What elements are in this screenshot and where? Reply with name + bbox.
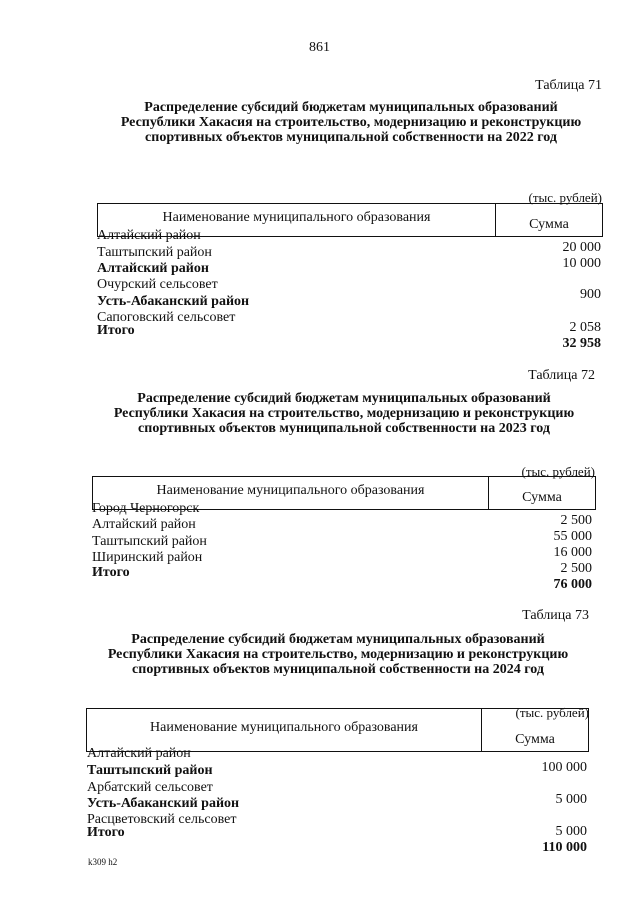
- footer-code: k309 h2: [88, 857, 118, 867]
- table-73-label: Таблица 73: [522, 608, 589, 623]
- title-line: Республики Хакасия на строительство, модернизацию и реконструкцию: [113, 406, 575, 421]
- sum-value: 100 000: [541, 760, 587, 775]
- sum-value: 900: [580, 287, 601, 302]
- page-number: 861: [309, 40, 330, 55]
- total-value: 76 000: [553, 577, 592, 592]
- title-line: Распределение субсидий бюджетам муниципальных образований: [131, 632, 545, 647]
- sum-value: 10 000: [562, 256, 601, 271]
- units-label: (тыс. рублей): [521, 464, 595, 479]
- units-label: (тыс. рублей): [515, 705, 589, 720]
- total-label: Итого: [87, 825, 125, 840]
- sum-column-header: Сумма: [522, 490, 562, 505]
- table-row: Сапоговский сельсовет: [97, 310, 236, 325]
- sum-value: 2 500: [560, 561, 592, 576]
- table-row: Усть-Абаканский район: [87, 796, 240, 811]
- table-row: Алтайский район: [97, 261, 209, 276]
- title-line: Республики Хакасия на строительство, модернизацию и реконструкцию: [107, 647, 569, 662]
- sum-column-header: Сумма: [529, 217, 569, 232]
- table-row: Очурский сельсовет: [97, 277, 218, 292]
- sum-value: 20 000: [562, 240, 601, 255]
- table-73-title: [82, 632, 594, 677]
- table-row: Арбатский сельсовет: [87, 780, 213, 795]
- sum-column-header: Сумма: [515, 732, 555, 747]
- name-column-header: Наименование муниципального образования: [98, 204, 496, 236]
- sum-value: 55 000: [553, 529, 592, 544]
- table-row: Усть-Абаканский район: [97, 294, 250, 309]
- title-line: спортивных объектов муниципальной собственности на 2024 год: [132, 662, 544, 677]
- name-column-header: Наименование муниципального образования: [93, 477, 489, 509]
- title-line: Распределение субсидий бюджетам муниципальных образований: [137, 391, 551, 406]
- table-row: Таштыпский район: [97, 245, 212, 260]
- table-72-label: Таблица 72: [528, 368, 595, 383]
- title-line: спортивных объектов муниципальной собственности на 2023 год: [138, 421, 550, 436]
- table-row: Ширинский район: [92, 550, 203, 565]
- total-label: Итого: [92, 565, 130, 580]
- title-line: Республики Хакасия на строительство, модернизацию и реконструкцию: [120, 115, 582, 130]
- sum-value: 16 000: [553, 545, 592, 560]
- title-line: спортивных объектов муниципальной собственности на 2022 год: [145, 130, 557, 145]
- table-row: Расцветовский сельсовет: [87, 812, 237, 827]
- sum-value: 5 000: [555, 824, 587, 839]
- units-label: (тыс. рублей): [528, 190, 602, 205]
- table-row: Алтайский район: [92, 517, 196, 532]
- total-value: 110 000: [542, 840, 587, 855]
- table-row: Алтайский район: [97, 228, 201, 243]
- table-row: Таштыпский район: [87, 763, 213, 778]
- sum-value: 2 500: [560, 513, 592, 528]
- table-71-label: Таблица 71: [535, 78, 602, 93]
- table-72-title: [88, 391, 600, 436]
- total-value: 32 958: [562, 336, 601, 351]
- name-column-header: Наименование муниципального образования: [87, 709, 482, 751]
- total-label: Итого: [97, 323, 135, 338]
- sum-value: 5 000: [555, 792, 587, 807]
- table-row: Таштыпский район: [92, 534, 207, 549]
- table-row: Город Черногорск: [92, 501, 200, 516]
- table-row: Алтайский район: [87, 746, 191, 761]
- title-line: Распределение субсидий бюджетам муниципальных образований: [144, 100, 558, 115]
- sum-value: 2 058: [569, 320, 601, 335]
- table-71-title: [95, 100, 607, 145]
